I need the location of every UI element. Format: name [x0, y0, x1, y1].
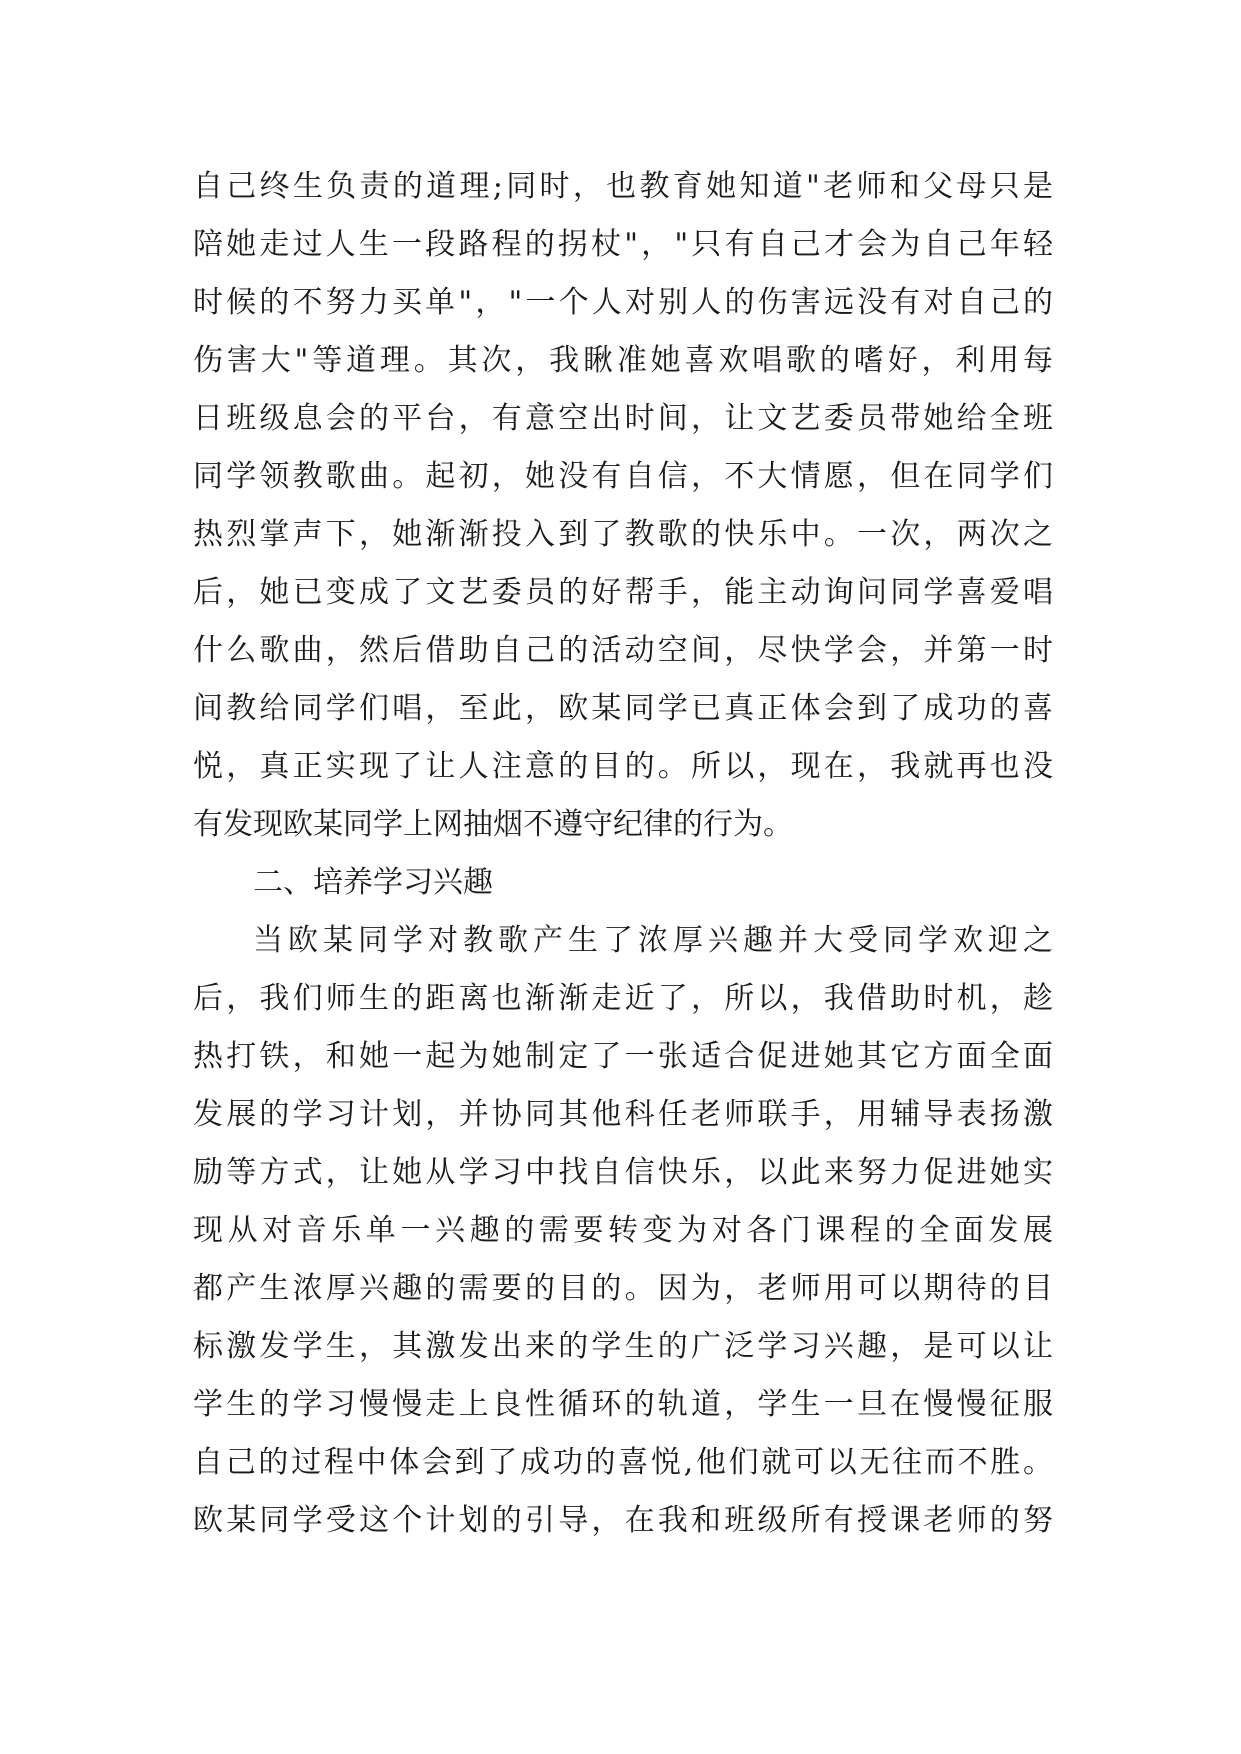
text-line: 什么歌曲，然后借助自己的活动空间，尽快学会，并第一时 — [193, 633, 1053, 668]
text-line: 自己终生负责的道理;同时，也教育她知道"老师和父母只是 — [193, 169, 1053, 204]
text-line: 同学领教歌曲。起初，她没有自信，不大情愿，但在同学们 — [193, 459, 1053, 494]
text-line: 欧某同学受这个计划的引导，在我和班级所有授课老师的努 — [193, 1503, 1053, 1538]
text-line: 间教给同学们唱，至此，欧某同学已真正体会到了成功的喜 — [193, 691, 1053, 726]
text-line: 热烈掌声下，她渐渐投入到了教歌的快乐中。一次，两次之 — [193, 517, 1053, 552]
text-line: 后，我们师生的距离也渐渐走近了，所以，我借助时机，趁 — [193, 981, 1053, 1016]
text-line: 日班级息会的平台，有意空出时间，让文艺委员带她给全班 — [193, 401, 1053, 436]
text-line: 学生的学习慢慢走上良性循环的轨道，学生一旦在慢慢征服 — [193, 1387, 1053, 1422]
text-line: 发展的学习计划，并协同其他科任老师联手，用辅导表扬激 — [193, 1097, 1053, 1132]
text-line: 热打铁，和她一起为她制定了一张适合促进她其它方面全面 — [193, 1039, 1053, 1074]
text-line: 当欧某同学对教歌产生了浓厚兴趣并大受同学欢迎之 — [253, 923, 1053, 958]
text-line: 悦，真正实现了让人注意的目的。所以，现在，我就再也没 — [193, 749, 1053, 784]
text-line: 有发现欧某同学上网抽烟不遵守纪律的行为。 — [193, 807, 793, 842]
text-line: 励等方式，让她从学习中找自信快乐，以此来努力促进她实 — [193, 1155, 1053, 1190]
text-line: 后，她已变成了文艺委员的好帮手，能主动询问同学喜爱唱 — [193, 575, 1053, 610]
text-line: 自己的过程中体会到了成功的喜悦,他们就可以无往而不胜。 — [193, 1445, 1053, 1480]
section-heading: 二、培养学习兴趣 — [253, 865, 493, 900]
text-line: 时候的不努力买单"，"一个人对别人的伤害远没有对自己的 — [193, 285, 1053, 320]
text-line: 现从对音乐单一兴趣的需要转变为对各门课程的全面发展 — [193, 1213, 1053, 1248]
text-line: 都产生浓厚兴趣的需要的目的。因为，老师用可以期待的目 — [193, 1271, 1053, 1306]
text-line: 伤害大"等道理。其次，我瞅准她喜欢唱歌的嗜好，利用每 — [193, 343, 1053, 378]
text-line: 陪她走过人生一段路程的拐杖"，"只有自己才会为自己年轻 — [193, 227, 1053, 262]
text-line: 标激发学生，其激发出来的学生的广泛学习兴趣，是可以让 — [193, 1329, 1053, 1364]
body-text — [193, 158, 1053, 1550]
